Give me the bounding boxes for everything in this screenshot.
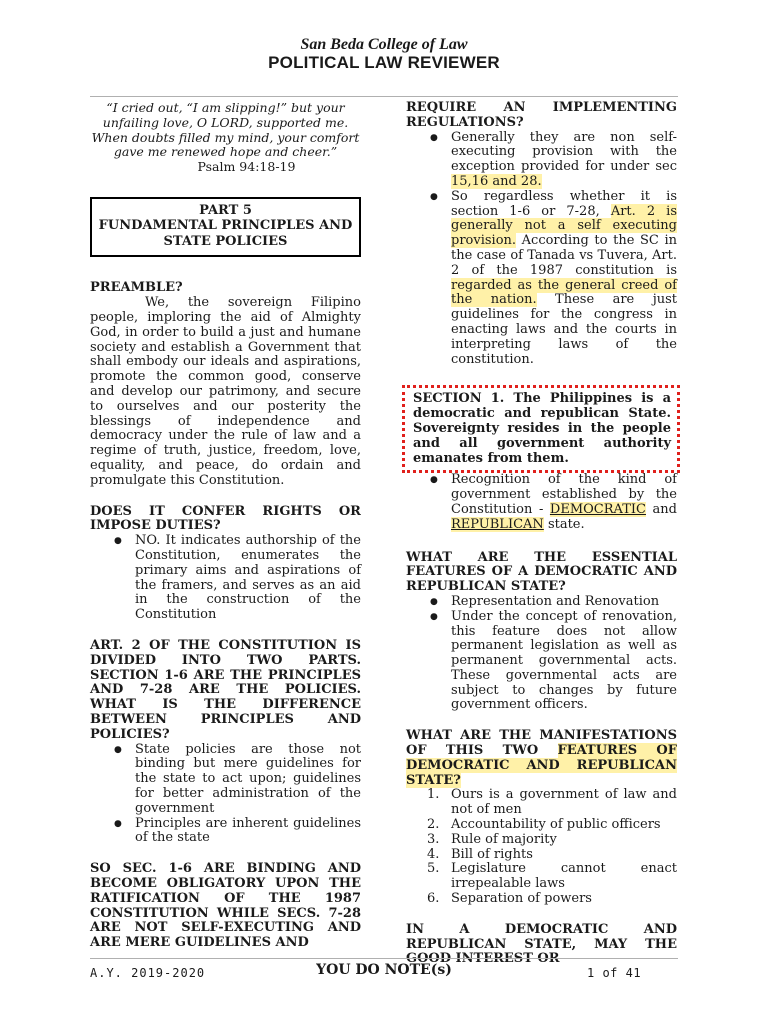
footer-divider xyxy=(90,958,678,959)
highlighted-text: 15,16 and 28. xyxy=(451,173,542,189)
quote-line: “I cried out, “I am slipping!” but your xyxy=(106,100,345,115)
item-number: 4. xyxy=(427,846,440,862)
quote-line: unfailing love, O LORD, supported me. xyxy=(102,114,349,130)
answer-list xyxy=(451,473,677,532)
part-title-box xyxy=(90,197,361,258)
list-item xyxy=(427,846,677,863)
section-1-box: SECTION 1. The Philippines is a democratic and republican State. Sovereignty resides in the people and all government authority emanates from them. xyxy=(402,385,680,473)
item-number: 3. xyxy=(427,831,440,847)
manifestations-list xyxy=(427,787,677,907)
question-self-executing: SO SEC. 1-6 ARE BINDING AND BECOME OBLIGATORY UPON THE RATIFICATION OF THE 1987 CONSTITUTION WHILE SECS. 7-28 ARE NOT SELF-EXECUTING AND ARE MERE GUIDELINES AND xyxy=(90,861,361,951)
quote-line: When doubts filled my mind, your comfort xyxy=(91,129,360,145)
list-item xyxy=(451,190,677,368)
school-name: San Beda College of Law xyxy=(300,36,468,53)
text: Recognition of the kind of government established by the Constitution - xyxy=(451,472,677,517)
question-continued: REQUIRE AN IMPLEMENTING REGULATIONS? xyxy=(406,100,677,130)
part-title: FUNDAMENTAL PRINCIPLES AND STATE POLICIES xyxy=(98,218,353,249)
list-item: ● NO. It indicates authorship of the Constitution, enumerates the primary aims and aspirations of the framers, and serves as an aid in the construction of the Constitution xyxy=(135,534,361,623)
answer-list xyxy=(451,595,677,713)
item-text: Bill of rights xyxy=(451,846,533,862)
text: state. xyxy=(547,516,585,532)
right-column xyxy=(406,101,677,967)
question-principles-policies: ART. 2 OF THE CONSTITUTION IS DIVIDED INTO TWO PARTS. SECTION 1-6 ARE THE PRINCIPLES AND 7-28 ARE THE POLICIES. WHAT IS THE DIFFERENCE BETWEEN PRINCIPLES AND POLICIES? xyxy=(90,638,361,742)
item-number: 2. xyxy=(427,817,440,833)
list-item xyxy=(427,817,677,833)
answer-list xyxy=(135,743,361,847)
list-item xyxy=(451,473,677,532)
page-number: 1 of 41 xyxy=(587,966,642,980)
text: WHAT ARE THE MANIFESTATIONS OF THIS TWO xyxy=(406,728,677,759)
question-essential-features: WHAT ARE THE ESSENTIAL FEATURES OF A DEMOCRATIC AND REPUBLICAN STATE? xyxy=(406,549,677,595)
item-text: Accountability of public officers xyxy=(451,817,661,833)
quote-line: gave me renewed hope and cheer.” xyxy=(113,144,338,160)
list-item xyxy=(427,787,677,818)
answer-list xyxy=(451,131,677,368)
item-text: Rule of majority xyxy=(451,831,557,847)
list-item: ● Principles are inherent guidelines of the state xyxy=(135,817,361,847)
item-text: Separation of powers xyxy=(451,891,592,907)
item-text: Ours is a government of law and not of men xyxy=(451,787,677,818)
academic-year: A.Y. 2019-2020 xyxy=(90,966,206,980)
highlighted-text: regarded as the general creed of the nation. xyxy=(451,277,677,308)
question-manifestations xyxy=(406,729,677,788)
part-number: PART 5 xyxy=(199,202,252,218)
list-item xyxy=(427,861,677,892)
quote-reference: Psalm 94:18-19 xyxy=(197,159,296,175)
preamble-heading: PREAMBLE? xyxy=(90,280,183,296)
item-number: 1. xyxy=(427,787,440,803)
left-column xyxy=(90,101,361,951)
footer-brand: YOU DO NOTE(s) xyxy=(316,962,452,978)
item-number: 5. xyxy=(427,861,440,877)
text: Generally they are non self-executing provision with the exception provided for under sec xyxy=(451,129,677,175)
text: These are just guidelines for the congress in enacting laws and the courts in interpreting laws of the constitution. xyxy=(451,292,677,367)
highlighted-text: Art. 2 is generally not a self executing provision. xyxy=(451,203,678,249)
epigraph-quote xyxy=(90,101,361,160)
item-number: 6. xyxy=(427,891,440,907)
header-divider xyxy=(90,96,678,97)
preamble-text: We, the sovereign Filipino people, imploring the aid of Almighty God, in order to build a just and humane society and establish a Government that shall embody our ideals and aspirations, promote the common good, conserve and develop our patrimony, and secure to ourselves and our posterity the blessings of independence and democracy under the rule of law and a regime of truth, justice, freedom, love, equality, and peace, do ordain and promulgate this Constitution. xyxy=(90,295,361,488)
answer-list xyxy=(135,534,361,623)
document-title: POLITICAL LAW REVIEWER xyxy=(268,53,500,72)
text: and xyxy=(652,501,677,517)
list-item: ● State policies are those not binding but mere guidelines for the state to act upon; guidelines for better administration of the government xyxy=(135,743,361,817)
list-item xyxy=(451,131,677,190)
list-item xyxy=(427,891,677,907)
question-good-interest: IN A DEMOCRATIC AND REPUBLICAN STATE, MAY THE GOOD INTEREST OR xyxy=(406,921,677,967)
list-item: ● Under the concept of renovation, this feature does not allow permanent legislation as well as permanent governmental acts. These governmental acts are subject to changes by future government officers. xyxy=(451,610,677,714)
item-text: Legislature cannot enact irrepealable laws xyxy=(451,861,677,892)
highlighted-text: REPUBLICAN xyxy=(451,516,544,532)
text: So regardless whether it is section 1-6 or 7-28, xyxy=(451,188,677,219)
question-rights-duties: DOES IT CONFER RIGHTS OR IMPOSE DUTIES? xyxy=(90,503,361,534)
list-item xyxy=(427,831,677,848)
highlighted-text: FEATURES OF DEMOCRATIC AND REPUBLICAN STATE? xyxy=(406,743,677,788)
highlighted-text: DEMOCRATIC xyxy=(549,501,646,517)
list-item: ● Representation and Renovation xyxy=(451,595,677,610)
text: According to the SC in the case of Tanada vs Tuvera, Art. 2 of the 1987 constitution is xyxy=(451,233,677,278)
